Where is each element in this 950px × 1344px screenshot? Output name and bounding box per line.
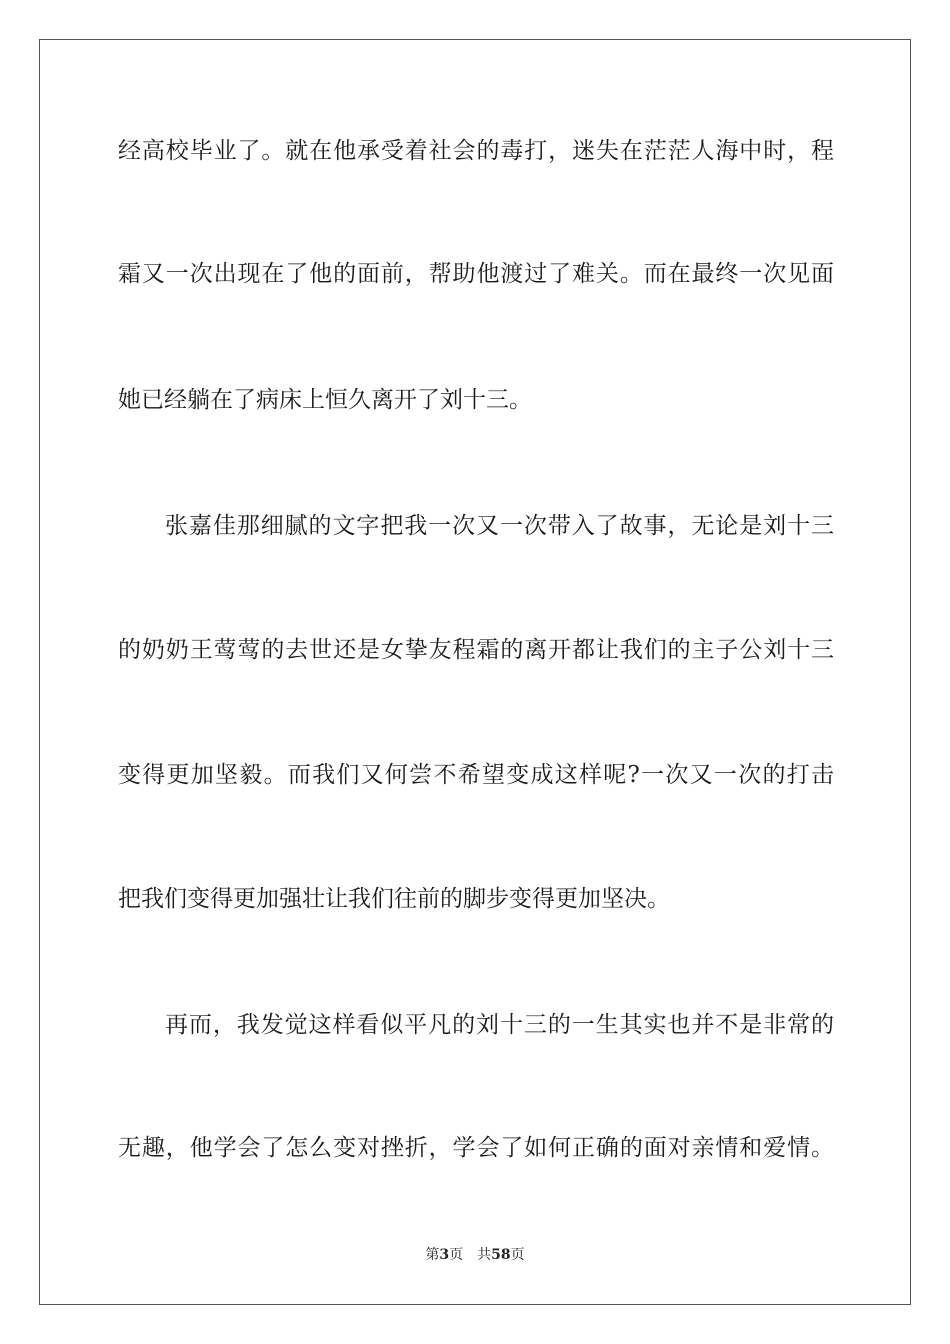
total-suffix: 页 [510,1247,525,1263]
text-line-8: 再而，我发觉这样看似平凡的刘十三的一生其实也并不是非常的 [165,1012,834,1038]
page-footer [0,1246,950,1264]
page-number: 3 [439,1247,450,1263]
page-border [39,39,911,1305]
text-line-6: 变得更加坚毅。而我们又何尝不希望变成这样呢?一次又一次的打击 [118,762,834,788]
text-line-1: 经高校毕业了。就在他承受着社会的毒打，迷失在茫茫人海中时，程 [118,138,834,164]
text-line-2: 霜又一次出现在了他的面前，帮助他渡过了难关。而在最终一次见面 [118,261,834,287]
text-line-7: 把我们变得更加强壮让我们往前的脚步变得更加坚决。 [118,886,670,912]
page-prefix: 第 [425,1247,440,1263]
total-prefix: 共 [477,1247,492,1263]
page-suffix: 页 [449,1247,464,1263]
total-pages: 58 [491,1247,511,1263]
text-line-5: 的奶奶王莺莺的去世还是女挚友程霜的离开都让我们的主子公刘十三 [118,637,834,663]
text-line-4: 张嘉佳那细腻的文字把我一次又一次带入了故事，无论是刘十三 [165,513,834,539]
text-line-3: 她已经躺在了病床上恒久离开了刘十三。 [118,387,532,413]
text-line-9: 无趣，他学会了怎么变对挫折，学会了如何正确的面对亲情和爱情。 [118,1135,834,1161]
